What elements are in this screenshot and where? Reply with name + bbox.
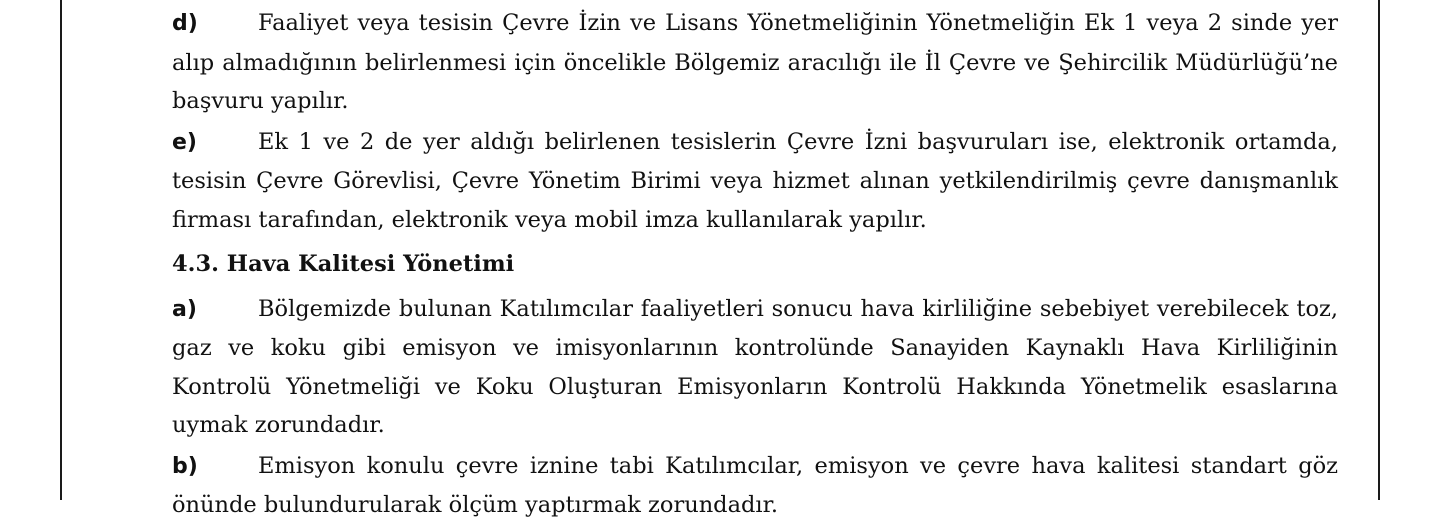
paragraph-d-text: Faaliyet veya tesisin Çevre İzin ve Lisans Yönetmeliğinin Yönetmeliğin Ek 1 veya 2 sinde yer alıp almadığının belirlenmesi için öncelikle Bölgemiz aracılığı ile İl Çevre ve Şehircilik Müdürlüğü’ne başvuru yapılır.	[172, 10, 1338, 114]
list-marker-d: d)	[172, 11, 198, 36]
document-body	[172, 4, 1338, 527]
page-border-right	[1378, 0, 1380, 500]
paragraph-a-text: Bölgemizde bulunan Katılımcılar faaliyetleri sonucu hava kirliliğine sebebiyet verebilecek toz, gaz ve koku gibi emisyon ve imisyonlarının kontrolünde Sanayiden Kaynaklı Hava Kirliliğinin Kontrolü Yönetmeliği ve Koku Oluşturan Emisyonların Kontrolü Hakkında Yönetmelik esaslarına uymak zorundadır.	[172, 295, 1338, 438]
page-border-left	[60, 0, 62, 500]
list-marker-e: e)	[172, 129, 197, 155]
paragraph-e-text: Ek 1 ve 2 de yer aldığı belirlenen tesislerin Çevre İzni başvuruları ise, elektronik ortamda, tesisin Çevre Görevlisi, Çevre Yönetim Birimi veya hizmet alınan yetkilendirilmiş çevre danışmanlık firması tarafından, elektronik veya mobil imza kullanılarak yapılır.	[172, 128, 1338, 233]
paragraph-d	[172, 4, 1338, 121]
paragraph-b-text: Emisyon konulu çevre iznine tabi Katılımcılar, emisyon ve çevre hava kalitesi standart göz önünde bulundurularak ölçüm yaptırmak zorundadır.	[172, 452, 1338, 518]
list-marker-a: a)	[172, 296, 197, 322]
paragraph-a	[172, 290, 1338, 445]
paragraph-b	[172, 447, 1338, 525]
list-marker-b: b)	[172, 453, 198, 479]
paragraph-e	[172, 123, 1338, 240]
section-heading: 4.3. Hava Kalitesi Yönetimi	[172, 251, 515, 277]
